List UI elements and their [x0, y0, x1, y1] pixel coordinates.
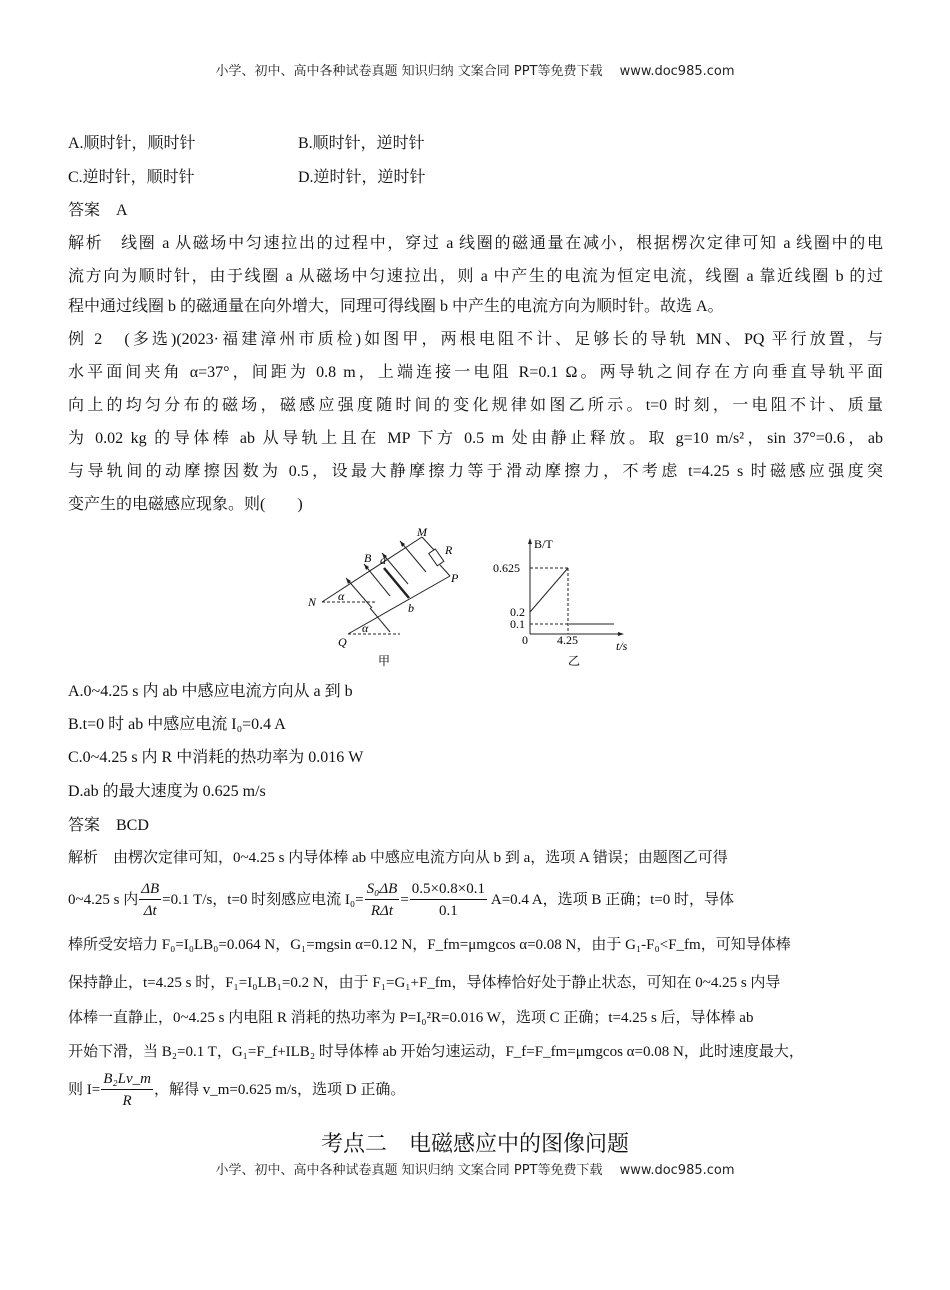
text: ，解得 v_m=0.625 m/s，选项 D 正确。 — [153, 1082, 406, 1098]
origin-label: 0 — [522, 633, 528, 647]
label-r: R — [445, 543, 453, 557]
option-d: D.逆时针，逆时针 — [298, 169, 426, 186]
label-alpha: α — [362, 621, 369, 635]
ramp-line — [530, 568, 568, 612]
choice-d: D.ab 的最大速度为 0.625 m/s — [68, 783, 266, 800]
label-b-field: B — [364, 551, 372, 565]
analysis-2-final-line — [68, 1068, 883, 1112]
analysis-2-line: 解析 由楞次定律可知，0~4.25 s 内导体棒 ab 中感应电流方向从 b 到 a，选项 A 错误；由题图乙可得 — [68, 850, 728, 866]
x-axis-label: t/s — [616, 639, 628, 653]
stem-line: 为 0.02 kg 的导体棒 ab 从导轨上且在 MP 下方 0.5 m 处由静止释放。取 g=10 m/s²，sin 37°=0.6，ab — [68, 430, 883, 447]
y-tick: 0.2 — [510, 605, 525, 619]
analysis-2-line: 棒所受安培力 F₀=I₀LB₀=0.064 N，G₁=mgsin α=0.12 N，F_fm=μmgcos α=0.08 N，由于 G₁-F₀<F_fm，可知导体棒 — [68, 937, 791, 953]
option-b: B.顺时针，逆时针 — [298, 135, 425, 152]
text: 0~4.25 s 内 — [68, 892, 139, 908]
label-b: b — [408, 601, 414, 615]
choice-b: B.t=0 时 ab 中感应电流 I₀=0.4 A — [68, 716, 286, 733]
label-a: a — [380, 553, 386, 567]
page-header: 小学、初中、高中各种试卷真题 知识归纳 文案合同 PPT等免费下载 www.doc985.com — [215, 64, 735, 79]
page-footer: 小学、初中、高中各种试卷真题 知识归纳 文案合同 PPT等免费下载 www.doc985.com — [215, 1163, 735, 1178]
field-arrows — [346, 541, 426, 632]
y-axis-label: B/T — [534, 537, 553, 551]
stem-line: 与导轨间的动摩擦因数为 0.5，设最大静摩擦力等于滑动摩擦力，不考虑 t=4.25 s 时磁感应强度突 — [68, 463, 883, 480]
choice-a: A.0~4.25 s 内 ab 中感应电流方向从 a 到 b — [68, 683, 353, 700]
text: = — [400, 892, 409, 908]
caption-yi: 乙 — [568, 654, 581, 668]
label-p: P — [451, 571, 459, 585]
analysis-1-line: 流方向为顺时针，由于线圈 a 从磁场中匀速拉出，则 a 中产生的电流为恒定电流，线圈 a 靠近线圈 b 的过 — [68, 268, 883, 285]
option-a: A.顺时针，顺时针 — [68, 135, 196, 152]
stem-line: 例 2 (多选)(2023·福建漳州市质检)如图甲，两根电阻不计、足够长的导轨 MN、PQ 平行放置，与 — [68, 331, 883, 348]
y-tick: 0.625 — [493, 561, 520, 575]
text: 则 I= — [68, 1082, 101, 1098]
fraction: $\frac{0.5\times 0.8\times 0.1}{0.1}$ — [411, 881, 485, 920]
caption-jia: 甲 — [378, 654, 391, 668]
fraction: $\frac{\text{B₂Lv\_m}}{R}$ — [103, 1071, 151, 1110]
answer-1: 答案 A — [68, 202, 128, 219]
label-alpha: α — [338, 589, 345, 603]
fraction: $\frac{\Delta B}{\Delta t}$ — [141, 881, 160, 920]
option-c: C.逆时针，顺时针 — [68, 169, 195, 186]
label-q: Q — [338, 635, 347, 649]
text: =0.1 T/s，t=0 时刻感应电流 I₀= — [162, 892, 364, 908]
fraction: $\frac{\text{S₀ΔB}}{\text{RΔt}}$ — [366, 881, 398, 920]
analysis-1-line: 解析 线圈 a 从磁场中匀速拉出的过程中，穿过 a 线圈的磁通量在减小，根据楞次定律可知 a 线圈中的电 — [68, 235, 883, 252]
figure — [300, 520, 640, 670]
stem-line: 水平面间夹角 α=37°，间距为 0.8 m，上端连接一电阻 R=0.1 Ω。两导轨之间存在方向垂直导轨平面 — [68, 364, 883, 381]
bt-chart — [530, 542, 620, 634]
x-tick: 4.25 — [557, 633, 578, 647]
answer-2: 答案 BCD — [68, 817, 149, 834]
stem-line: 变产生的电磁感应现象。则( ) — [68, 496, 303, 513]
analysis-2-line: 保持静止，t=4.25 s 时，F₁=I₀LB₁=0.2 N，由于 F₁=G₁+F_fm，导体棒恰好处于静止状态，可知在 0~4.25 s 内导 — [68, 975, 781, 991]
y-tick: 0.1 — [510, 617, 525, 631]
analysis-2-line: 体棒一直静止，0~4.25 s 内电阻 R 消耗的热功率为 P=I₀²R=0.016 W，选项 C 正确；t=4.25 s 后，导体棒 ab — [68, 1010, 754, 1026]
label-m: M — [417, 525, 427, 539]
label-n: N — [308, 595, 317, 609]
analysis-2-line: 开始下滑，当 B₂=0.1 T，G₁=F_f+ILB₂ 时导体棒 ab 开始匀速运动，F_f=F_fm=μmgcos α=0.08 N，此时速度最大， — [68, 1044, 804, 1060]
analysis-1-line: 程中通过线圈 b 的磁通量在向外增大，同理可得线圈 b 中产生的电流方向为顺时针。故选 A。 — [68, 298, 724, 315]
stem-line: 向上的均匀分布的磁场，磁感应强度随时间的变化规律如图乙所示。t=0 时刻，一电阻不计、质量 — [68, 397, 883, 414]
analysis-2-formula-line — [68, 878, 883, 922]
choice-c: C.0~4.25 s 内 R 中消耗的热功率为 0.016 W — [68, 749, 364, 766]
text: A=0.4 A，选项 B 正确；t=0 时，导体 — [487, 892, 735, 908]
section-title: 考点二 电磁感应中的图像问题 — [320, 1132, 629, 1157]
